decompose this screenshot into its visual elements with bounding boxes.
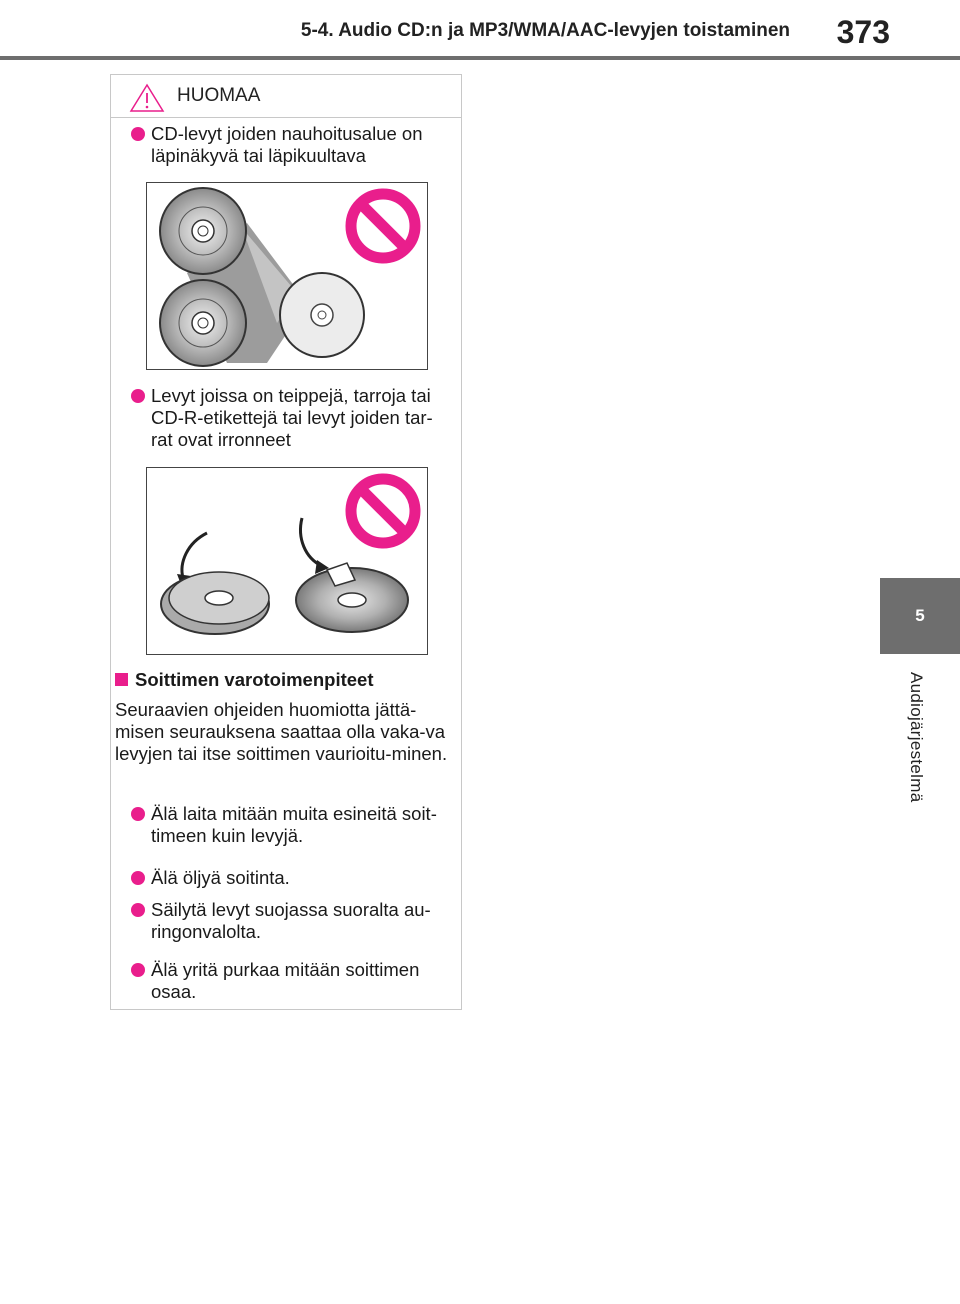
bullet-icon (131, 963, 145, 977)
list-item-text: Älä yritä purkaa mitään soittimen osaa. (151, 959, 420, 1002)
list-item (131, 899, 451, 943)
list-item (131, 803, 451, 847)
section-heading (115, 669, 455, 691)
cd-disc-icon (161, 572, 269, 634)
notice-header (111, 75, 461, 118)
cd-disc-icon (160, 188, 246, 274)
section-heading-text: Soittimen varotoimenpiteet (135, 669, 374, 690)
notice-title: HUOMAA (177, 85, 261, 106)
list-item-text: CD-levyt joiden nauhoitusalue on läpinäkyvä tai läpikuultava (151, 123, 423, 166)
bullet-icon (131, 807, 145, 821)
paragraph: Seuraavien ohjeiden huomiotta jättä-misen seurauksena saattaa olla vaka-va levyjen tai itse soittimen vaurioitu-minen. (115, 699, 448, 764)
cd-disc-icon (160, 280, 246, 366)
prohibition-icon (351, 194, 415, 258)
square-bullet-icon (115, 673, 128, 686)
chapter-label: Audiojärjestelmä (907, 672, 926, 803)
header-rule (0, 56, 960, 60)
list-item (131, 867, 451, 889)
list-item (131, 123, 451, 167)
bullet-icon (131, 389, 145, 403)
chapter-tab: 5 (880, 578, 960, 654)
bullet-icon (131, 871, 145, 885)
cd-disc-icon (296, 563, 408, 632)
prohibition-icon (351, 479, 415, 543)
figure-transparent-discs (146, 182, 428, 370)
list-item-text: Säilytä levyt suojassa suoralta au-ringonvalolta. (151, 899, 431, 942)
list-item (131, 959, 451, 1003)
notice-box (110, 74, 462, 1010)
bullet-icon (131, 127, 145, 141)
list-item-text: Levyt joissa on teippejä, tarroja tai CD-R-etikettejä tai levyt joiden tar-rat ovat irronneet (151, 385, 433, 450)
list-item-text: Älä öljyä soitinta. (151, 867, 290, 888)
list-item-text: Älä laita mitään muita esineitä soit-timeen kuin levyjä. (151, 803, 437, 846)
list-item (131, 385, 451, 451)
figure-labeled-discs (146, 467, 428, 655)
page-number: 373 (836, 14, 890, 50)
warning-icon (129, 83, 165, 113)
cd-disc-icon (280, 273, 364, 357)
header-title: 5-4. Audio CD:n ja MP3/WMA/AAC-levyjen toistaminen (300, 20, 790, 41)
bullet-icon (131, 903, 145, 917)
